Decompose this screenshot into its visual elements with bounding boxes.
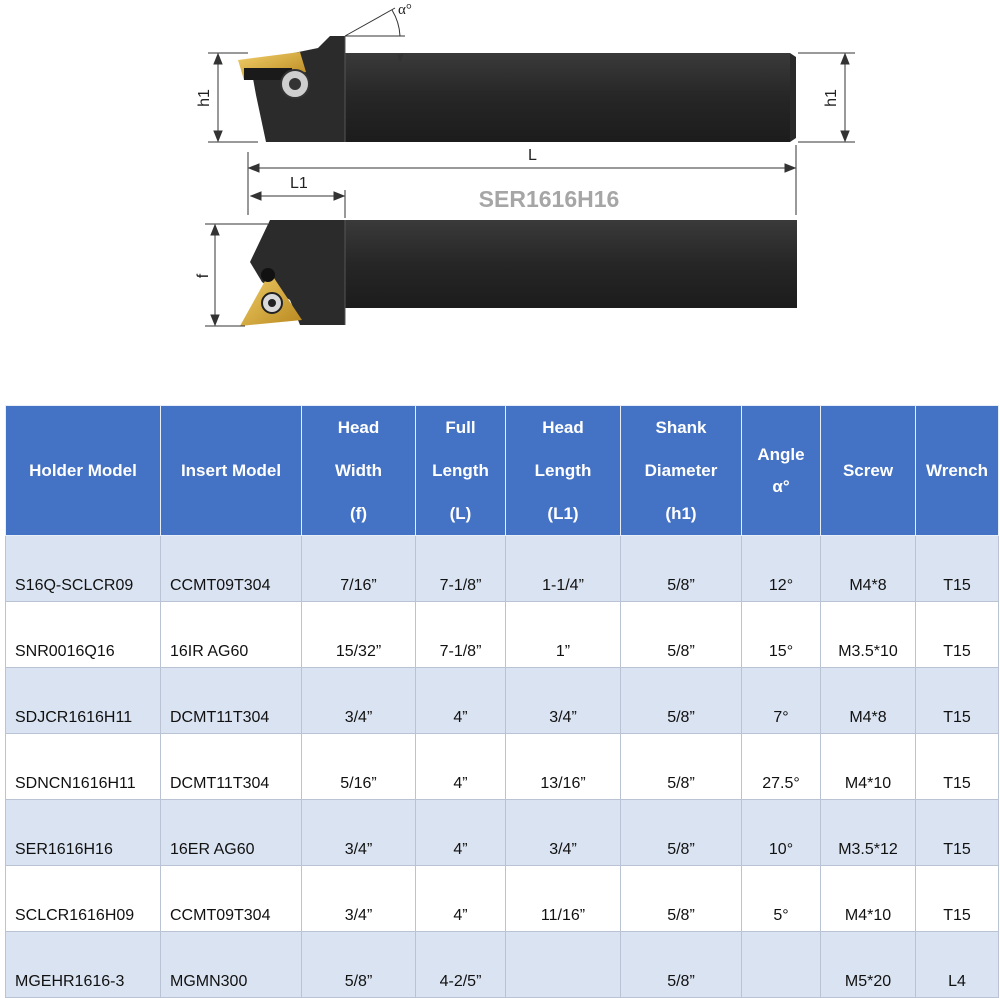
cell-insert-model: DCMT11T304 — [161, 734, 302, 800]
cell-shank-diameter: 5/8” — [621, 536, 742, 602]
cell-head-length: 13/16” — [506, 734, 621, 800]
cell-wrench: T15 — [916, 602, 999, 668]
cell-screw: M5*20 — [821, 932, 916, 998]
cell-head-length: 1-1/4” — [506, 536, 621, 602]
cell-angle: 7° — [742, 668, 821, 734]
model-label: SER1616H16 — [478, 186, 620, 212]
top-shank — [345, 53, 790, 142]
cell-screw: M3.5*12 — [821, 800, 916, 866]
cell-full-length: 4” — [416, 866, 506, 932]
cell-head-width: 3/4” — [302, 668, 416, 734]
cell-insert-model: DCMT11T304 — [161, 668, 302, 734]
side-shank — [345, 220, 797, 308]
cell-full-length: 4-2/5” — [416, 932, 506, 998]
cell-wrench: T15 — [916, 536, 999, 602]
cell-head-width: 3/4” — [302, 800, 416, 866]
side-view — [240, 220, 797, 326]
table-row — [6, 734, 999, 800]
cell-shank-diameter: 5/8” — [621, 602, 742, 668]
cell-holder-model: SCLCR1616H09 — [6, 866, 161, 932]
L1-label: L1 — [290, 175, 308, 192]
header-text: Head — [542, 418, 584, 437]
cell-angle: 5° — [742, 866, 821, 932]
cell-angle: 15° — [742, 602, 821, 668]
header-text: Shank — [655, 418, 707, 437]
spec-table — [5, 405, 999, 998]
cell-insert-model: MGMN300 — [161, 932, 302, 998]
cell-screw: M4*10 — [821, 866, 916, 932]
cell-head-width: 5/16” — [302, 734, 416, 800]
cell-head-width: 5/8” — [302, 932, 416, 998]
header-text: Width — [334, 461, 383, 480]
cell-shank-diameter: 5/8” — [621, 734, 742, 800]
h1-right-label: h1 — [823, 89, 840, 107]
top-view — [238, 36, 796, 142]
cell-screw: M4*8 — [821, 668, 916, 734]
header-text: Full — [445, 418, 476, 437]
header-text: Length — [432, 461, 489, 480]
cell-wrench: T15 — [916, 668, 999, 734]
header-shank-diameter — [621, 406, 742, 536]
alpha-label: α° — [398, 2, 412, 18]
cell-insert-model: 16IR AG60 — [161, 602, 302, 668]
cell-holder-model: SDNCN1616H11 — [6, 734, 161, 800]
cell-screw: M4*10 — [821, 734, 916, 800]
cell-head-length: 1” — [506, 602, 621, 668]
table-row — [6, 602, 999, 668]
cell-screw: M3.5*10 — [821, 602, 916, 668]
cell-shank-diameter: 5/8” — [621, 668, 742, 734]
cell-wrench: T15 — [916, 800, 999, 866]
header-text: Screw — [842, 461, 894, 480]
header-text: (f) — [350, 504, 367, 523]
cell-full-length: 7-1/8” — [416, 536, 506, 602]
header-text: (L) — [449, 504, 472, 523]
header-text: α° — [772, 476, 790, 496]
cell-shank-diameter: 5/8” — [621, 800, 742, 866]
header-wrench — [916, 406, 999, 536]
cell-holder-model: SER1616H16 — [6, 800, 161, 866]
cell-head-width: 15/32” — [302, 602, 416, 668]
table-body — [6, 536, 999, 998]
cell-wrench: T15 — [916, 866, 999, 932]
cell-insert-model: CCMT09T304 — [161, 536, 302, 602]
cell-angle: 27.5° — [742, 734, 821, 800]
table-row — [6, 866, 999, 932]
cell-shank-diameter: 5/8” — [621, 932, 742, 998]
L1-dimension — [251, 190, 345, 218]
header-full-length — [416, 406, 506, 536]
table-row — [6, 668, 999, 734]
cell-head-length: 3/4” — [506, 668, 621, 734]
cell-head-width: 3/4” — [302, 866, 416, 932]
cell-full-length: 4” — [416, 800, 506, 866]
table-row — [6, 800, 999, 866]
f-label: f — [195, 273, 212, 279]
cell-wrench: T15 — [916, 734, 999, 800]
cell-shank-diameter: 5/8” — [621, 866, 742, 932]
cell-head-length: 11/16” — [506, 866, 621, 932]
tool-holder-drawing — [0, 0, 1000, 400]
cell-holder-model: S16Q-SCLCR09 — [6, 536, 161, 602]
header-row — [6, 406, 999, 536]
header-text: Insert Model — [180, 461, 282, 480]
cell-wrench: L4 — [916, 932, 999, 998]
cell-holder-model: SNR0016Q16 — [6, 602, 161, 668]
cell-full-length: 4” — [416, 734, 506, 800]
header-angle — [742, 406, 821, 536]
cell-full-length: 7-1/8” — [416, 602, 506, 668]
table-row — [6, 536, 999, 602]
header-screw — [821, 406, 916, 536]
L-label: L — [528, 147, 537, 164]
header-holder-model — [6, 406, 161, 536]
cell-insert-model: CCMT09T304 — [161, 866, 302, 932]
cell-screw: M4*8 — [821, 536, 916, 602]
cell-insert-model: 16ER AG60 — [161, 800, 302, 866]
header-text: (L1) — [547, 504, 579, 523]
header-head-width — [302, 406, 416, 536]
header-text: Length — [534, 461, 592, 480]
header-text: Holder Model — [29, 461, 137, 480]
cell-angle: 10° — [742, 800, 821, 866]
cell-head-width: 7/16” — [302, 536, 416, 602]
header-head-length — [506, 406, 621, 536]
header-text: (h1) — [665, 504, 697, 523]
cell-holder-model: SDJCR1616H11 — [6, 668, 161, 734]
header-text: Head — [337, 418, 380, 437]
cell-head-length: 3/4” — [506, 800, 621, 866]
h1-left-label: h1 — [196, 89, 213, 107]
header-text: Diameter — [644, 461, 718, 480]
header-text: Wrench — [925, 461, 989, 480]
cell-holder-model: MGEHR1616-3 — [6, 932, 161, 998]
header-text: Angle — [757, 444, 805, 464]
cell-angle: 12° — [742, 536, 821, 602]
cell-full-length: 4” — [416, 668, 506, 734]
header-insert-model — [161, 406, 302, 536]
